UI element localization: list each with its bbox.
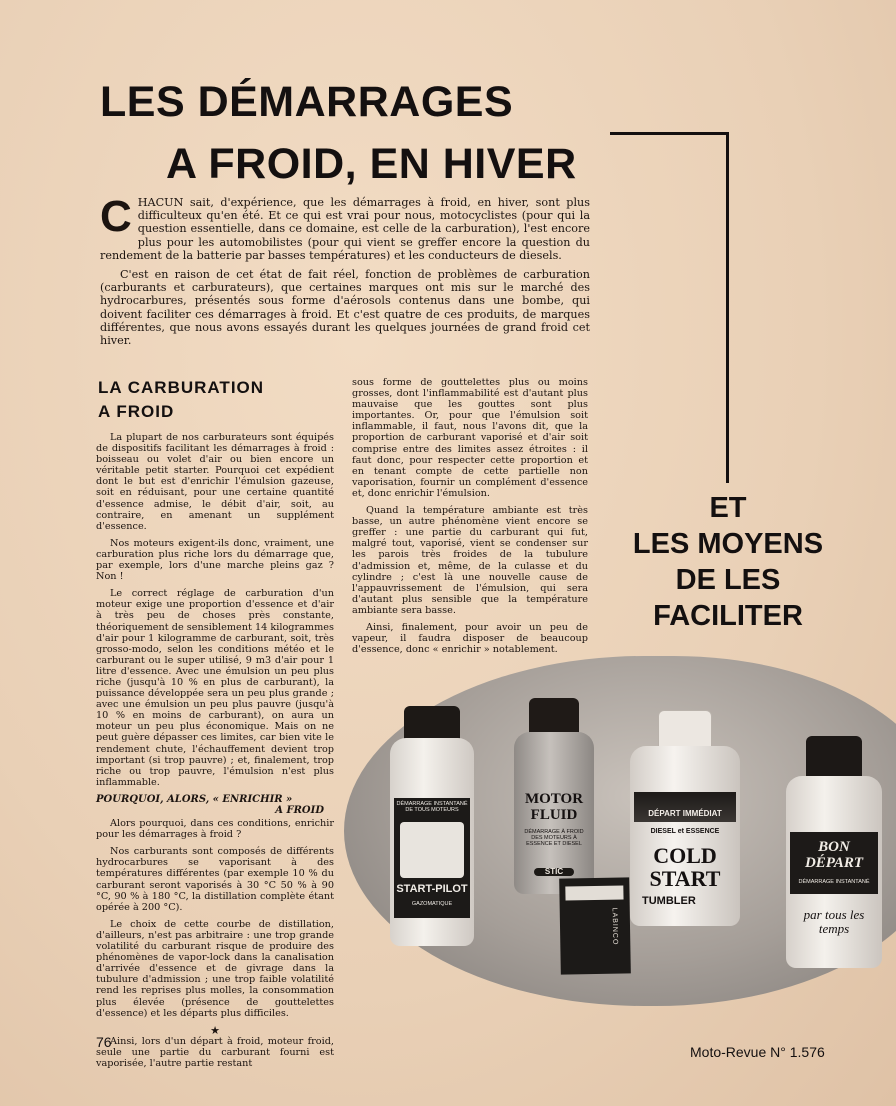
can-cap: [529, 698, 579, 736]
can-brand-label: MOTOR FLUID: [524, 791, 584, 823]
start-pilot-can: [390, 706, 474, 946]
publication-footer: Moto-Revue N° 1.576: [690, 1044, 825, 1060]
drop-cap: C: [100, 192, 132, 241]
article-column-1: [96, 432, 334, 1075]
can-maker-badge: STIC: [534, 868, 574, 876]
can-cap: [404, 706, 460, 742]
article-column-2: [352, 377, 588, 661]
side-headline-line-4: FACILITER: [653, 600, 803, 632]
subheading: POURQUOI, ALORS, « ENRICHIR » A FROID: [96, 793, 324, 816]
column-paragraph: sous forme de gouttelettes plus ou moins grosses, dont l'inflammabilité est d'autant plus mauvaise que les gouttes sont plus importantes. Or, pour que l'émulsion soit inflammable, il faut, nous l'avons dit, que la proportion de carburant vaporisé et d'air soit comprise entre des limites assez étroites : il faut donc, pour respecter cette proportion et en tenant compte de cette partielle non vaporisation, fournir un complément d'essence et, donc enrichir l'émulsion.: [352, 377, 588, 499]
can-maker-label: TUMBLER: [642, 895, 696, 907]
column-paragraph: La plupart de nos carburateurs sont équipés de dispositifs facilitant les démarrages à froid : boisseau ou volet d'air ou bien encore un véritable petit starter. Pourquoi cet expédient dont le but est d'enrichir l'émulsion gazeuse, soit en réduisant, pour une certaine quantité d'essence admise, le débit d'air, soit, au contraire, en amenant un supplément d'essence.: [96, 432, 334, 532]
product-photo: [334, 650, 896, 1010]
intro-paragraph-2: C'est en raison de cet état de fait réel, fonction de problèmes de carburation (carburants et carburateurs), que certaines marques ont mis sur le marché des hydrocarbures, présentés sous forme d'aérosols contenus dans une bombe, qui doivent faciliter ces démarrages à froid. Et c'est quatre de ces produits, de marques différentes, que nous avons essayés durant les quelques journées de grand froid cet hiver.: [100, 268, 590, 348]
bon-depart-can: [786, 736, 882, 968]
star-separator: ★: [210, 1023, 220, 1037]
can-brand-label: BON DÉPART: [804, 839, 864, 871]
can-brand-label: COLD START: [649, 843, 721, 892]
hand-illustration-panel: [400, 822, 464, 878]
box-label-strip: [565, 886, 623, 901]
column-paragraph: Alors pourquoi, dans ces conditions, enrichir pour les démarrages à froid ?: [96, 818, 334, 841]
side-headline-line-2: LES MOYENS: [632, 528, 824, 560]
motor-fluid-can: [514, 698, 594, 894]
column-paragraph: Quand la température ambiante est très basse, un autre phénomène vient encore se greffer : une partie du carburant qui fut, malgré tout, vaporisé, vient se condenser sur les parois très froides de la tubulure d'admission et, même, de la culasse et du cylindre ; c'est là une nouvelle cause de l'appauvrissement de l'émulsion, qui sera d'autant plus sensible que la température ambiante sera basse.: [352, 505, 588, 616]
column-paragraph: Le choix de cette courbe de distillation, d'ailleurs, n'est pas arbitraire : une trop grande volatilité du carburant risque de produire des phénomènes de vapor-lock dans la canalisation d'arrivée d'essence et de givrage dans la tubulure d'admission ; une trop faible volatilité rend les reprises plus molles, la consommation plus élevée (présence de gouttelettes d'essence) et les départs plus difficiles.: [96, 918, 334, 1019]
box-brand-label: LABINCO: [610, 907, 619, 946]
title-bracket-rule: [610, 132, 729, 483]
side-headline-line-3: DE LES: [675, 564, 781, 596]
can-label-small: GAZOMATIQUE: [411, 901, 453, 907]
column-paragraph: Nos carburants sont composés de différents hydrocarbures se vaporisant à des températures différentes (par exemple 10 % du carburant seront vaporisés à 30 °C 50 % à 90 °C, 90 % à 180 °C, la distillation complète étant opérée à 200 °C).: [96, 846, 334, 913]
intro-paragraph-1: CHACUN sait, d'expérience, que les démarrages à froid, en hiver, sont plus difficulteux qu'en été. Et ce qui est vrai pour nous, motocyclistes (pour qui la question essentielle, dans ce domaine, est celle de la carburation), l'est encore plus pour les automobilistes (pour qui vient se greffer encore la question du rendement de la batterie par basses températures) et les conducteurs de diesels.: [100, 192, 590, 262]
headline-line-1: LES DÉMARRAGES: [100, 78, 514, 126]
column-paragraph: Ainsi, finalement, pour avoir un peu de vapeur, il faudra disposer de beaucoup d'essence, donc « enrichir » notablement.: [352, 621, 588, 656]
column-paragraph: Ainsi, lors d'un départ à froid, moteur froid, seule une partie du carburant fourni est vaporisée, l'autre partie restant: [96, 1035, 334, 1069]
side-headline: [612, 490, 844, 634]
can-label-small: DIESEL et ESSENCE: [650, 828, 720, 835]
section-heading: LA CARBURATION A FROID: [98, 378, 265, 421]
intro-paragraphs: [100, 192, 590, 353]
labinco-box: [559, 877, 631, 974]
side-headline-line-1: ET: [709, 492, 747, 524]
can-brand-label: START-PILOT: [396, 883, 468, 895]
can-label-small: DÉMARRAGE INSTANTANÉ DE TOUS MOTEURS: [396, 801, 468, 813]
cold-start-can: [630, 710, 740, 926]
can-label-small: DÉMARRAGE INSTANTANÉ: [798, 879, 870, 885]
can-label-small: DÉMARRAGE À FROID DES MOTEURS À ESSENCE ET DIESEL: [524, 829, 584, 847]
column-paragraph: Nos moteurs exigent-ils donc, vraiment, une carburation plus riche lors du démarrage que, par exemple, lors d'une marche pleins gaz ? Non !: [96, 537, 334, 583]
can-script-label: par tous les temps: [803, 907, 865, 936]
headline-line-2: A FROID, EN HIVER: [166, 140, 577, 188]
page-number: 76: [96, 1034, 112, 1050]
column-paragraph: Le correct réglage de carburation d'un moteur exige une proportion d'essence et d'air à très peu de choses près constante, théoriquement de sensiblement 14 kilogrammes d'air pour 1 kilogramme de carburant, soit, très grosso-modo, selon les conditions météo et le carburant ou le super utilisé, 9 m3 d'air pour 1 litre d'essence. Avec une émulsion un peu plus riche (jusqu'à 10 % en plus de carburant), la puissance développée sera un peu plus grande ; avec une émulsion un peu plus pauvre (jusqu'à 10 % en moins de carburant), on aura un moteur un peu plus économique. Mais on ne peut guère dépasser ces limites, car bien vite le rendement chute, l'échauffement devient trop important (si trop pauvre) ; et, finalement, trop riche ou trop pauvre, l'émulsion n'est plus inflammable.: [96, 588, 334, 788]
can-label-small: DÉPART IMMÉDIAT: [648, 809, 722, 818]
